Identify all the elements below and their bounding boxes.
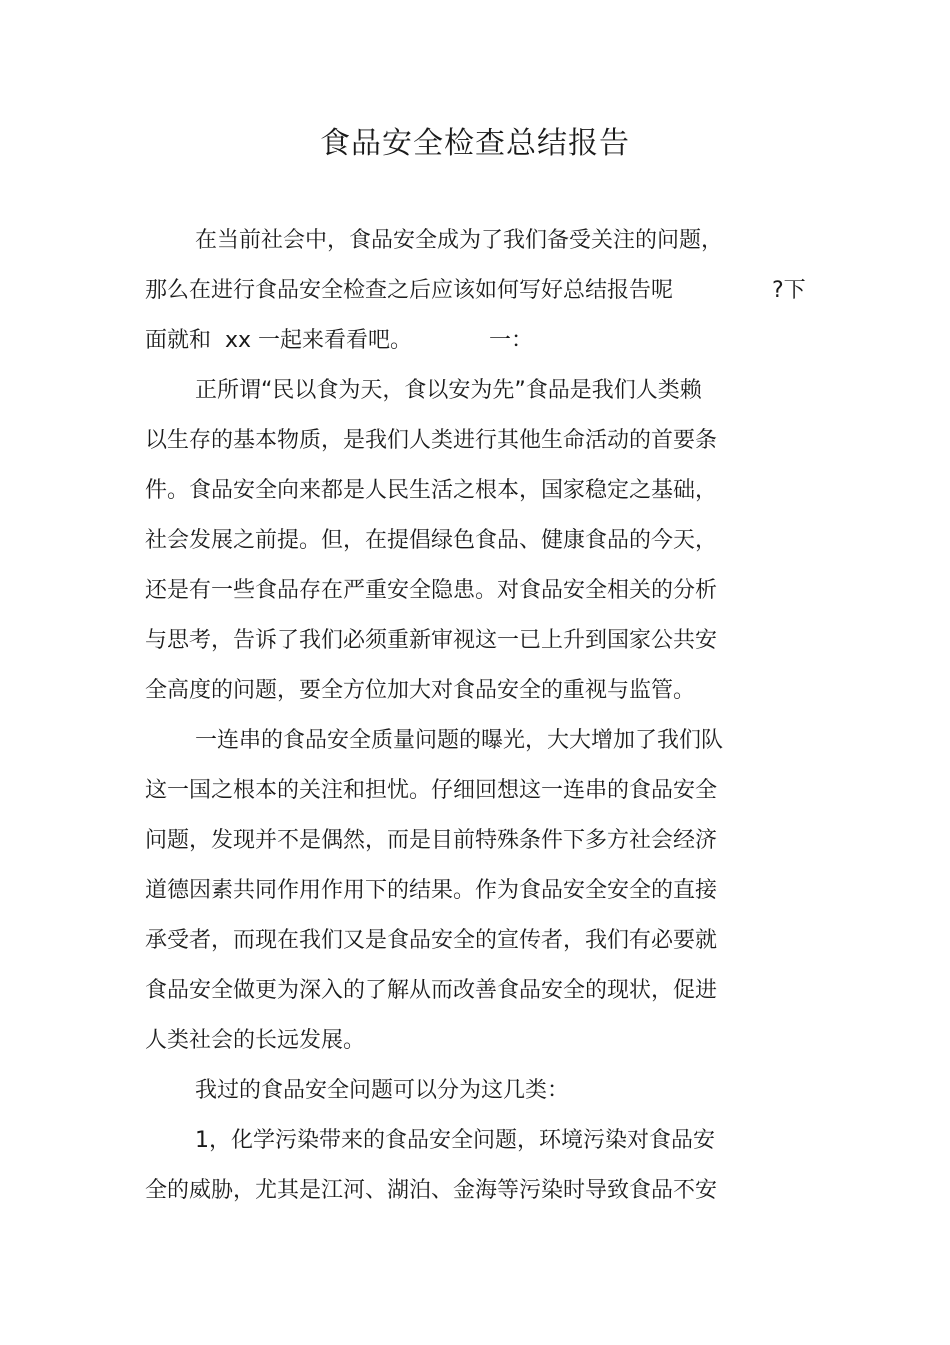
paragraph-line: 与思考，告诉了我们必须重新审视这一已上升到国家公共安 xyxy=(145,628,718,653)
paragraph-line: 道德因素共同作用作用下的结果。作为食品安全安全的直接 xyxy=(145,878,718,903)
paragraph-line: 人类社会的长远发展。 xyxy=(145,1028,366,1053)
paragraph-line: 1，化学污染带来的食品安全问题，环境污染对食品安 xyxy=(195,1128,715,1153)
paragraph-line: 这一国之根本的关注和担忧。仔细回想这一连串的食品安全 xyxy=(145,778,718,803)
paragraph-line: 以生存的基本物质，是我们人类进行其他生命活动的首要条 xyxy=(145,428,718,453)
paragraph-line: 社会发展之前提。但，在提倡绿色食品、健康食品的今天， xyxy=(145,528,718,553)
paragraph-line: 面就和 xx 一起来看看吧。 一： xyxy=(145,328,533,353)
paragraph-line: 全高度的问题，要全方位加大对食品安全的重视与监管。 xyxy=(145,678,696,703)
paragraph-line: 那么在进行食品安全检查之后应该如何写好总结报告呢 xyxy=(145,278,674,303)
paragraph-line: 件。食品安全向来都是人民生活之根本，国家稳定之基础， xyxy=(145,478,718,503)
paragraph-line-tail: ?下 xyxy=(772,278,806,303)
paragraph-line: 还是有一些食品存在严重安全隐患。对食品安全相关的分析 xyxy=(145,578,718,603)
paragraph-line: 全的威胁，尤其是江河、湖泊、金海等污染时导致食品不安 xyxy=(145,1178,718,1203)
paragraph-line: 我过的食品安全问题可以分为这几类： xyxy=(195,1078,570,1103)
paragraph-line: 问题，发现并不是偶然，而是目前特殊条件下多方社会经济 xyxy=(145,828,718,853)
document-title: 食品安全检查总结报告 xyxy=(320,126,630,161)
paragraph-line: 一连串的食品安全质量问题的曝光，大大增加了我们队 xyxy=(195,728,724,753)
paragraph-line: 食品安全做更为深入的了解从而改善食品安全的现状，促进 xyxy=(145,978,718,1003)
paragraph-line: 正所谓“民以食为天，食以安为先”食品是我们人类赖 xyxy=(195,378,702,403)
paragraph-line: 承受者，而现在我们又是食品安全的宣传者，我们有必要就 xyxy=(145,928,718,953)
paragraph-line: 在当前社会中，食品安全成为了我们备受关注的问题， xyxy=(195,228,724,253)
